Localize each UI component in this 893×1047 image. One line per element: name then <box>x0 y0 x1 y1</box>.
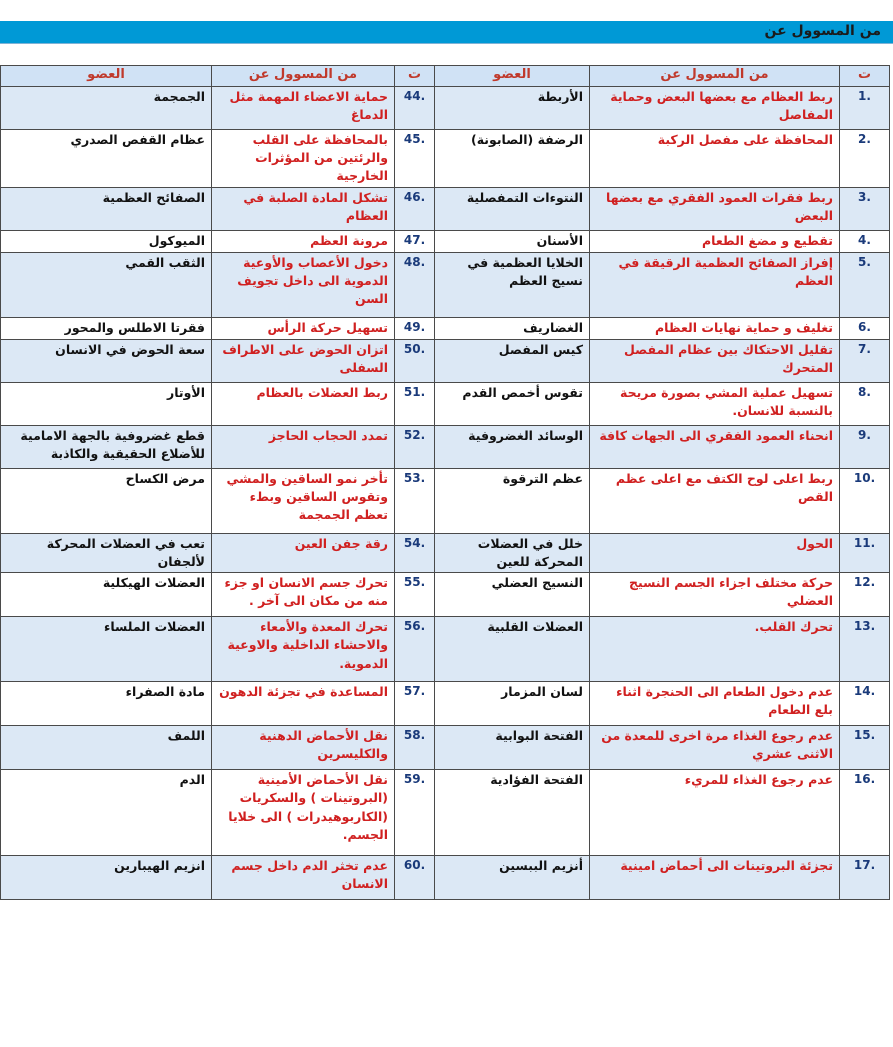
row-number: .17 <box>840 856 890 900</box>
responsible-cell: اتزان الحوض على الاطراف السفلى <box>212 340 395 383</box>
organ-cell: فقرتا الاطلس والمحور <box>1 318 212 340</box>
organ-cell: الفتحة البوابية <box>435 726 590 770</box>
organ-cell: الثقب القمي <box>1 253 212 318</box>
organ-cell: العضلات الملساء <box>1 617 212 682</box>
header-responsible-left: من المسوول عن <box>212 66 395 87</box>
row-number: .15 <box>840 726 890 770</box>
row-number: .58 <box>395 726 435 770</box>
table-row <box>1 188 890 231</box>
organ-cell: الأسنان <box>435 231 590 253</box>
table-row <box>1 856 890 900</box>
row-number: .5 <box>840 253 890 318</box>
organ-cell: عظام القفص الصدري <box>1 130 212 188</box>
row-number: .12 <box>840 573 890 617</box>
organ-cell: النسيج العضلي <box>435 573 590 617</box>
responsible-cell: عدم تخثر الدم داخل جسم الانسان <box>212 856 395 900</box>
responsible-cell: المحافظة على مفصل الركبة <box>590 130 840 188</box>
row-number: .46 <box>395 188 435 231</box>
organ-cell: انزيم الهيبارين <box>1 856 212 900</box>
responsible-cell: ربط فقرات العمود الفقري مع بعضها البعض <box>590 188 840 231</box>
organ-cell: اللمف <box>1 726 212 770</box>
responsible-cell: إفراز الصفائح العظمية الرقيقة في العظم <box>590 253 840 318</box>
row-number: .49 <box>395 318 435 340</box>
responsible-cell: المساعدة في تجزئة الدهون <box>212 682 395 726</box>
table-row <box>1 617 890 682</box>
organ-cell: تقوس أخمص القدم <box>435 383 590 426</box>
row-number: .48 <box>395 253 435 318</box>
responsible-cell: تقليل الاحتكاك بين عظام المفصل المتحرك <box>590 340 840 383</box>
table-row <box>1 253 890 318</box>
row-number: .57 <box>395 682 435 726</box>
row-number: .44 <box>395 87 435 130</box>
row-number: .16 <box>840 770 890 856</box>
responsible-cell: عدم رجوع الغذاء للمريء <box>590 770 840 856</box>
row-number: .10 <box>840 469 890 534</box>
responsible-cell: الحول <box>590 534 840 573</box>
row-number: .52 <box>395 426 435 469</box>
responsible-cell: تأخر نمو الساقين والمشي وتقوس الساقين وبطء تعظم الجمجمة <box>212 469 395 534</box>
responsible-cell: ربط اعلى لوح الكتف مع اعلى عظم القص <box>590 469 840 534</box>
title-bar <box>0 21 893 44</box>
row-number: .54 <box>395 534 435 573</box>
organ-cell: الفتحة الفؤادية <box>435 770 590 856</box>
organ-cell: لسان المزمار <box>435 682 590 726</box>
header-responsible-right: من المسوول عن <box>590 66 840 87</box>
organ-cell: الوسائد الغضروفية <box>435 426 590 469</box>
organ-cell: الغضاريف <box>435 318 590 340</box>
responsible-cell: تحرك القلب. <box>590 617 840 682</box>
responsible-cell: تجزئة البروتينات الى أحماض امينية <box>590 856 840 900</box>
table-row <box>1 573 890 617</box>
row-number: .1 <box>840 87 890 130</box>
row-number: .59 <box>395 770 435 856</box>
organ-cell: مرض الكساح <box>1 469 212 534</box>
responsible-cell: نقل الأحماض الدهنية والكليسرين <box>212 726 395 770</box>
header-organ-left: العضو <box>1 66 212 87</box>
organ-cell: الصفائح العظمية <box>1 188 212 231</box>
organ-cell: الخلايا العظمية في نسيج العظم <box>435 253 590 318</box>
organ-cell: تعب في العضلات المحركة لألجفان <box>1 534 212 573</box>
organ-cell: الدم <box>1 770 212 856</box>
organ-cell: الميوكول <box>1 231 212 253</box>
responsible-cell: دخول الأعصاب والأوعية الدموية الى داخل تجويف السن <box>212 253 395 318</box>
table-row <box>1 426 890 469</box>
row-number: .56 <box>395 617 435 682</box>
organ-cell: عظم الترقوة <box>435 469 590 534</box>
responsible-cell: ربط العظام مع بعضها البعض وحماية المفاصل <box>590 87 840 130</box>
row-number: .45 <box>395 130 435 188</box>
table-header-row <box>1 66 890 87</box>
row-number: .9 <box>840 426 890 469</box>
responsible-cell: تحرك المعدة والأمعاء والاحشاء الداخلية والاوعية الدموية. <box>212 617 395 682</box>
table-row <box>1 231 890 253</box>
organ-cell: العضلات القلبية <box>435 617 590 682</box>
table-row <box>1 318 890 340</box>
responsible-cell: تسهيل حركة الرأس <box>212 318 395 340</box>
row-number: .13 <box>840 617 890 682</box>
responsible-cell: تشكل المادة الصلبة في العظام <box>212 188 395 231</box>
table-row <box>1 87 890 130</box>
responsible-cell: عدم دخول الطعام الى الحنجرة اثناء بلع الطعام <box>590 682 840 726</box>
table-row <box>1 383 890 426</box>
responsible-cell: تحرك جسم الانسان او جزء منه من مكان الى آخر . <box>212 573 395 617</box>
organ-cell: الأربطة <box>435 87 590 130</box>
responsible-cell: عدم رجوع الغذاء مرة اخرى للمعدة من الاثنى عشري <box>590 726 840 770</box>
row-number: .51 <box>395 383 435 426</box>
organ-cell: الأوتار <box>1 383 212 426</box>
responsible-cell: تمدد الحجاب الحاجز <box>212 426 395 469</box>
row-number: .2 <box>840 130 890 188</box>
row-number: .53 <box>395 469 435 534</box>
row-number: .3 <box>840 188 890 231</box>
organ-cell: كيس المفصل <box>435 340 590 383</box>
responsible-cell: ربط العضلات بالعظام <box>212 383 395 426</box>
row-number: .47 <box>395 231 435 253</box>
header-num-left: ت <box>395 66 435 87</box>
organ-cell: الرضفة (الصابونة) <box>435 130 590 188</box>
responsible-cell: تغليف و حماية نهايات العظام <box>590 318 840 340</box>
table-row <box>1 770 890 856</box>
organ-cell: أنزيم الببسين <box>435 856 590 900</box>
organ-cell: النتوءات التمفصلية <box>435 188 590 231</box>
responsible-cell: حركة مختلف اجزاء الجسم النسيج العضلي <box>590 573 840 617</box>
row-number: .4 <box>840 231 890 253</box>
table-row <box>1 726 890 770</box>
organ-cell: سعة الحوض في الانسان <box>1 340 212 383</box>
responsible-cell: تسهيل عملية المشي بصورة مريحة بالنسبة للانسان. <box>590 383 840 426</box>
row-number: .14 <box>840 682 890 726</box>
organ-cell: قطع غضروفية بالجهة الامامية للأضلاع الحقيقية والكاذبة <box>1 426 212 469</box>
header-organ-right: العضو <box>435 66 590 87</box>
responsible-cell: حماية الاعضاء المهمة مثل الدماغ <box>212 87 395 130</box>
page-title: من المسوول عن <box>764 23 881 39</box>
row-number: .7 <box>840 340 890 383</box>
responsible-cell: نقل الأحماض الأمينية (البروتينات ) والسكريات (الكاربوهيدرات ) الى خلايا الجسم. <box>212 770 395 856</box>
responsible-cell: انحناء العمود الفقري الى الجهات كافة <box>590 426 840 469</box>
table-row <box>1 469 890 534</box>
table-row <box>1 682 890 726</box>
row-number: .11 <box>840 534 890 573</box>
row-number: .60 <box>395 856 435 900</box>
row-number: .50 <box>395 340 435 383</box>
row-number: .8 <box>840 383 890 426</box>
table-row <box>1 130 890 188</box>
organs-table <box>0 65 890 900</box>
organ-cell: خلل في العضلات المحركة للعين <box>435 534 590 573</box>
row-number: .6 <box>840 318 890 340</box>
responsible-cell: تقطيع و مضغ الطعام <box>590 231 840 253</box>
responsible-cell: رقة جفن العين <box>212 534 395 573</box>
row-number: .55 <box>395 573 435 617</box>
responsible-cell: بالمحافظة على القلب والرئتين من المؤثرات الخارجية <box>212 130 395 188</box>
organ-cell: العضلات الهيكلية <box>1 573 212 617</box>
table-row <box>1 340 890 383</box>
organ-cell: مادة الصفراء <box>1 682 212 726</box>
organ-cell: الجمجمة <box>1 87 212 130</box>
header-num-right: ت <box>840 66 890 87</box>
table-row <box>1 534 890 573</box>
responsible-cell: مرونة العظم <box>212 231 395 253</box>
